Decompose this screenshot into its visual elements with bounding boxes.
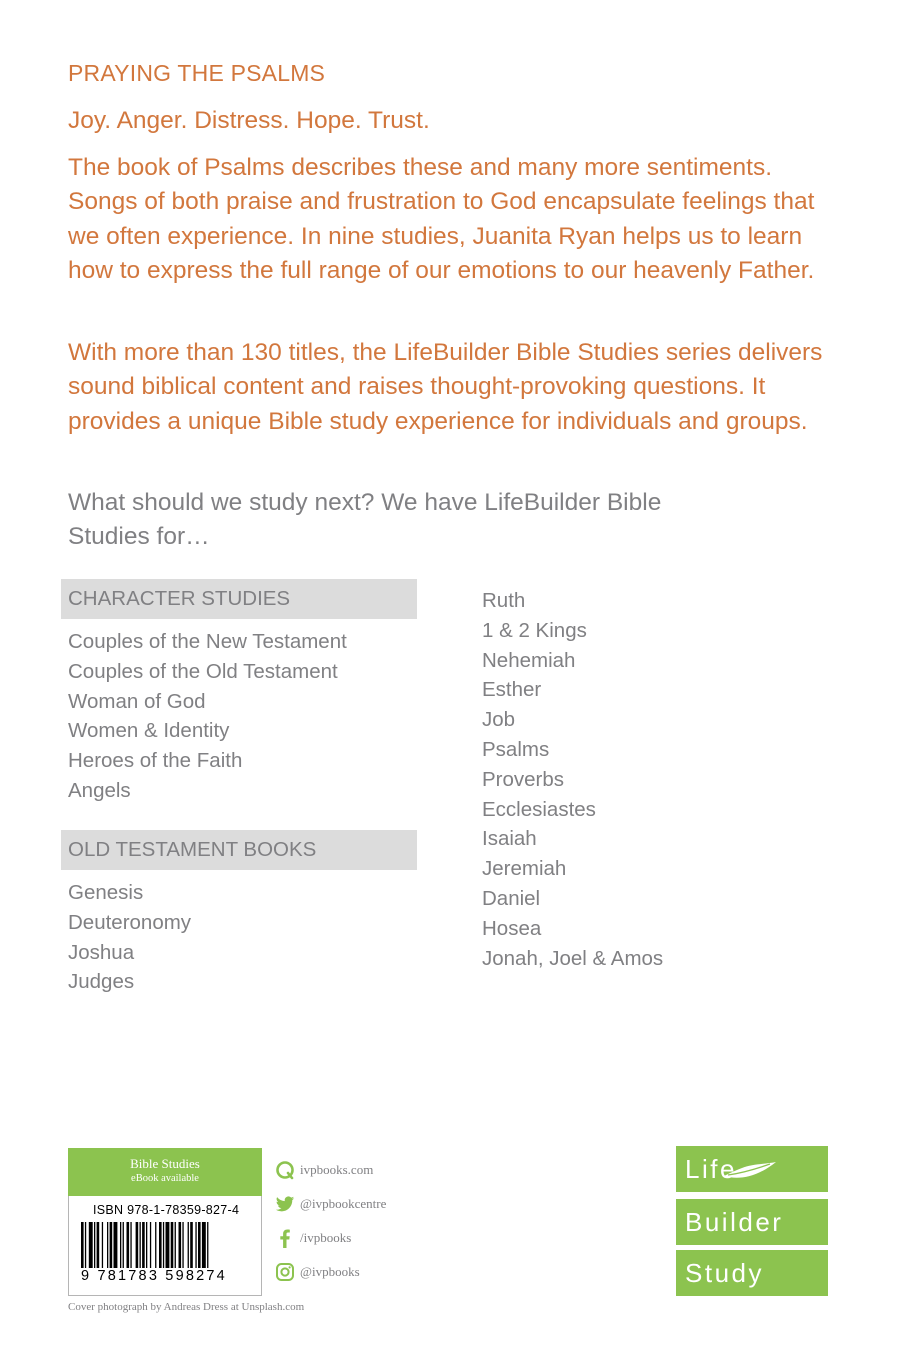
instagram-link[interactable] bbox=[275, 1260, 360, 1284]
list-item: Hosea bbox=[482, 916, 542, 940]
leaf-icon bbox=[722, 1158, 778, 1182]
list-item: Joshua bbox=[68, 940, 135, 964]
photo-credit: Cover photograph by Andreas Dress at Unsplash.com bbox=[68, 1301, 305, 1313]
list-item: Jonah, Joel & Amos bbox=[482, 946, 664, 970]
list-item: Ecclesiastes bbox=[482, 797, 596, 821]
list-item: Heroes of the Faith bbox=[68, 749, 243, 773]
website-link[interactable] bbox=[275, 1158, 373, 1182]
next-study-prompt: What should we study next? We have LifeBuilder Bible Studies for… bbox=[68, 489, 662, 551]
list-item: Women & Identity bbox=[68, 719, 230, 743]
old-testament-list-right bbox=[482, 586, 663, 973]
barcode-number: 9 781783 598274 bbox=[81, 1268, 227, 1284]
list-item: Isaiah bbox=[482, 827, 537, 851]
list-item: Angels bbox=[68, 778, 131, 802]
list-item: Woman of God bbox=[68, 689, 206, 713]
list-item: Esther bbox=[482, 678, 542, 702]
old-testament-list-left bbox=[68, 878, 191, 997]
old-testament-heading: OLD TESTAMENT BOOKS bbox=[61, 830, 417, 870]
list-item: Deuteronomy bbox=[68, 910, 192, 934]
list-item: Judges bbox=[68, 970, 135, 994]
list-item: Couples of the Old Testament bbox=[68, 659, 338, 683]
twitter-handle: @ivpbookcentre bbox=[300, 1196, 387, 1211]
list-item: Proverbs bbox=[482, 767, 565, 791]
tagline: Joy. Anger. Distress. Hope. Trust. bbox=[68, 107, 430, 134]
logo-study: Study bbox=[676, 1250, 828, 1296]
logo-life: Life bbox=[676, 1146, 828, 1192]
ivp-logo-icon bbox=[275, 1160, 295, 1180]
facebook-icon bbox=[275, 1228, 295, 1248]
logo-builder: Builder bbox=[676, 1199, 828, 1245]
instagram-handle: @ivpbooks bbox=[300, 1264, 360, 1279]
list-item: Genesis bbox=[68, 881, 144, 904]
list-item: Nehemiah bbox=[482, 648, 576, 672]
list-item: Couples of the New Testament bbox=[68, 630, 347, 653]
list-item: Job bbox=[482, 708, 516, 732]
series-blurb-paragraph: With more than 130 titles, the LifeBuilder Bible Studies series delivers sound biblical content and raises thought-provoking questions. It provides a unique Bible study experience for individuals and groups. bbox=[68, 339, 823, 435]
character-studies-heading: CHARACTER STUDIES bbox=[61, 579, 417, 619]
list-item: Daniel bbox=[482, 886, 541, 910]
facebook-handle: /ivpbooks bbox=[300, 1230, 352, 1245]
character-studies-list bbox=[68, 627, 347, 806]
instagram-icon bbox=[275, 1262, 295, 1282]
ebook-label: eBook available bbox=[131, 1173, 199, 1184]
barcode-panel bbox=[68, 1196, 262, 1296]
facebook-link[interactable] bbox=[275, 1226, 351, 1250]
description-paragraph: The book of Psalms describes these and many more sentiments. Songs of both praise and frustration to God encapsulate feelings that we often experience. In nine studies, Juanita Ryan helps us to learn how to express the full range of our emotions to our heavenly Father. bbox=[68, 154, 815, 284]
twitter-link[interactable] bbox=[275, 1192, 386, 1216]
isbn-text: ISBN 978-1-78359-827-4 bbox=[93, 1203, 240, 1217]
list-item: 1 & 2 Kings bbox=[482, 618, 587, 642]
list-item: Psalms bbox=[482, 737, 550, 761]
twitter-icon bbox=[275, 1194, 295, 1214]
website-text: ivpbooks.com bbox=[300, 1162, 374, 1177]
list-item: Ruth bbox=[482, 589, 526, 612]
list-item: Jeremiah bbox=[482, 857, 567, 881]
ebook-badge bbox=[68, 1148, 262, 1196]
book-title: PRAYING THE PSALMS bbox=[68, 60, 326, 86]
category-label: Bible Studies bbox=[130, 1156, 200, 1171]
